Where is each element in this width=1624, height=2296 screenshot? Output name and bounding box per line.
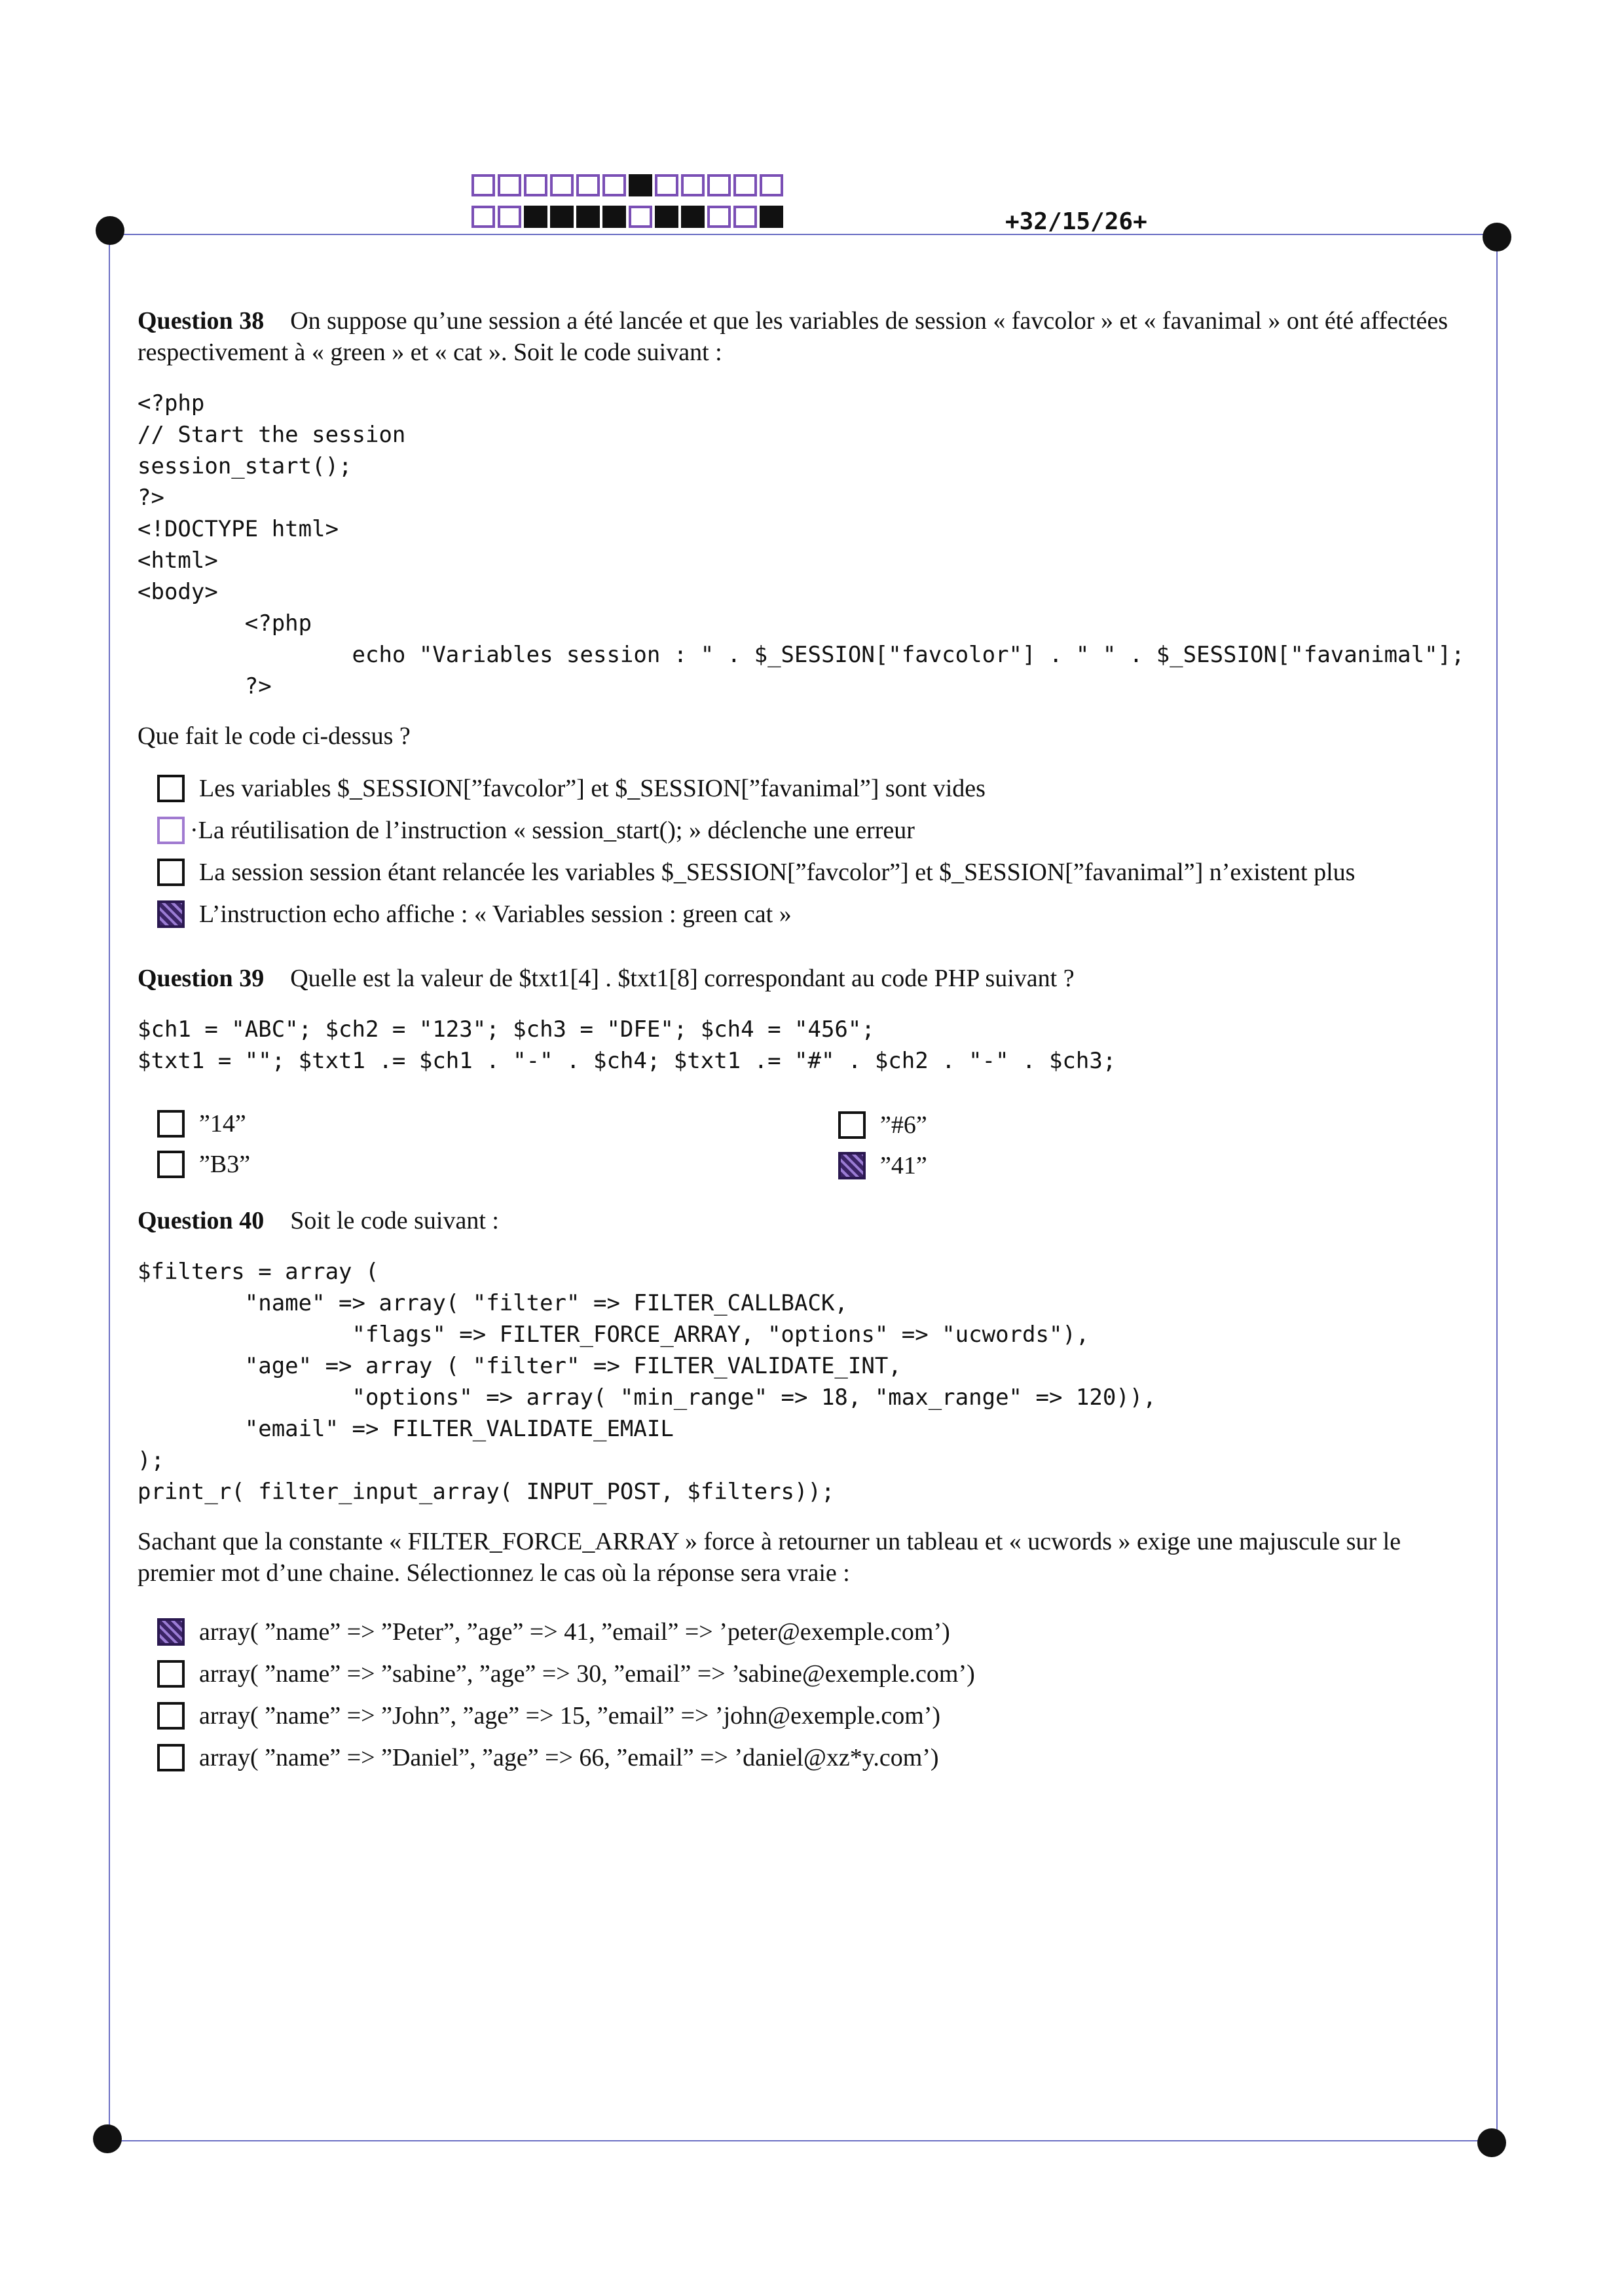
checkbox-checked[interactable] bbox=[157, 1618, 185, 1646]
question-40-code: $filters = array ( "name" => array( "filter" => FILTER_CALLBACK, "flags" => FILTER_FORCE_ARRAY, "options" => "ucwords"), "age" => array ( "filter" => FILTER_VALIDATE_INT, "options" => array( "min_range" => 18, "max_range" => 120)), "email" => FILTER_VALIDATE_EMAIL ); print_r( filter_input_array( INPUT_POST, $filters)); bbox=[138, 1259, 1156, 1505]
checkbox[interactable] bbox=[157, 775, 185, 802]
code-box-empty bbox=[760, 174, 783, 196]
question-40-number: Question 40 bbox=[138, 1207, 265, 1234]
option-label: ·La réutilisation de l’instruction « session_start(); » déclenche une erreur bbox=[190, 817, 915, 844]
code-box-empty bbox=[498, 174, 521, 196]
code-box-empty bbox=[655, 174, 678, 196]
code-box-empty bbox=[707, 174, 731, 196]
checkbox[interactable] bbox=[838, 1111, 866, 1139]
checkbox-checked[interactable] bbox=[157, 900, 185, 928]
question-39-option-2[interactable] bbox=[157, 1149, 250, 1180]
option-label: Les variables $_SESSION[”favcolor”] et $_SESSION[”favanimal”] sont vides bbox=[199, 775, 986, 802]
code-box-empty bbox=[524, 174, 547, 196]
corner-marker-top-left bbox=[96, 216, 124, 245]
checkbox[interactable] bbox=[157, 1110, 185, 1138]
code-box-empty bbox=[733, 174, 757, 196]
option-label: ”14” bbox=[199, 1110, 246, 1138]
question-38-text: On suppose qu’une session a été lancée et que les variables de session « favcolor » et « favanimal » ont été affectées respectivement à « green » et « cat ». Soit le code suivant : bbox=[138, 307, 1448, 366]
code-box-empty bbox=[471, 206, 495, 228]
code-box-empty bbox=[498, 206, 521, 228]
checkbox[interactable] bbox=[157, 1744, 185, 1771]
code-box-filled bbox=[629, 174, 652, 196]
code-box-empty bbox=[733, 206, 757, 228]
checkbox[interactable] bbox=[157, 859, 185, 886]
question-38-code: <?php // Start the session session_start(); ?> <!DOCTYPE html> <html> <body> <?php echo "Variables session : " . $_SESSION["favcolor"] . " " . $_SESSION["favanimal"]; ?> bbox=[138, 390, 1465, 699]
question-38-header bbox=[138, 305, 1486, 368]
question-38-option-3[interactable] bbox=[157, 857, 1355, 888]
question-39-option-3[interactable] bbox=[838, 1109, 927, 1141]
checkbox-checked[interactable] bbox=[838, 1152, 866, 1179]
question-39-option-4[interactable] bbox=[838, 1150, 927, 1181]
question-38 bbox=[138, 305, 1486, 752]
option-label: ”#6” bbox=[880, 1111, 927, 1139]
question-38-option-1[interactable] bbox=[157, 773, 986, 804]
question-38-option-2[interactable] bbox=[157, 815, 915, 846]
corner-marker-bottom-left bbox=[93, 2124, 122, 2153]
option-label: array( ”name” => ”John”, ”age” => 15, ”email” => ’john@exemple.com’) bbox=[199, 1702, 941, 1730]
question-40-text: Soit le code suivant : bbox=[290, 1207, 499, 1234]
checkbox[interactable] bbox=[157, 1151, 185, 1178]
code-box-empty bbox=[707, 206, 731, 228]
page-code-boxes-row1 bbox=[471, 174, 786, 196]
frame-right-line bbox=[1496, 234, 1498, 2140]
frame-left-line bbox=[109, 234, 110, 2140]
question-39-code: $ch1 = "ABC"; $ch2 = "123"; $ch3 = "DFE"; $ch4 = "456"; $txt1 = ""; $txt1 .= $ch1 . "-" . $ch4; $txt1 .= "#" . $ch2 . "-" . $ch3; bbox=[138, 1016, 1116, 1074]
code-box-empty bbox=[602, 174, 626, 196]
code-box-empty bbox=[550, 174, 574, 196]
corner-marker-bottom-right bbox=[1477, 2128, 1506, 2157]
checkbox[interactable] bbox=[157, 1702, 185, 1730]
corner-marker-top-right bbox=[1483, 223, 1511, 251]
question-38-option-4[interactable] bbox=[157, 898, 792, 930]
question-40-prompt: Sachant que la constante « FILTER_FORCE_ARRAY » force à retourner un tableau et « ucwords » exige une majuscule sur le premier mot d’une chaine. Sélectionnez le cas où la réponse sera vraie : bbox=[138, 1528, 1401, 1587]
page-identifier: +32/15/26+ bbox=[1005, 208, 1147, 235]
frame-bottom-line bbox=[105, 2140, 1497, 2141]
option-label: array( ”name” => ”sabine”, ”age” => 30, ”email” => ’sabine@exemple.com’) bbox=[199, 1660, 975, 1688]
question-40-option-2[interactable] bbox=[157, 1658, 975, 1690]
question-39-number: Question 39 bbox=[138, 965, 265, 992]
code-box-filled bbox=[550, 206, 574, 228]
checkbox[interactable] bbox=[157, 1660, 185, 1688]
code-box-empty bbox=[471, 174, 495, 196]
code-box-filled bbox=[602, 206, 626, 228]
question-39-text: Quelle est la valeur de $txt1[4] . $txt1[8] correspondant au code PHP suivant ? bbox=[290, 965, 1075, 992]
option-label: array( ”name” => ”Peter”, ”age” => 41, ”email” => ’peter@exemple.com’) bbox=[199, 1618, 950, 1646]
question-40 bbox=[138, 1205, 1486, 1589]
frame-top-line bbox=[110, 234, 1497, 235]
code-box-filled bbox=[524, 206, 547, 228]
code-box-empty bbox=[629, 206, 652, 228]
option-label: array( ”name” => ”Daniel”, ”age” => 66, ”email” => ’daniel@xz*y.com’) bbox=[199, 1744, 939, 1771]
code-box-filled bbox=[576, 206, 600, 228]
question-40-header bbox=[138, 1205, 1486, 1236]
question-40-option-1[interactable] bbox=[157, 1616, 950, 1648]
code-box-filled bbox=[760, 206, 783, 228]
code-box-filled bbox=[655, 206, 678, 228]
checkbox[interactable] bbox=[157, 817, 185, 844]
option-label: L’instruction echo affiche : « Variables session : green cat » bbox=[199, 900, 792, 928]
question-40-option-4[interactable] bbox=[157, 1742, 939, 1773]
question-39-header bbox=[138, 963, 1486, 994]
option-label: ”41” bbox=[880, 1152, 927, 1179]
option-label: La session session étant relancée les variables $_SESSION[”favcolor”] et $_SESSION[”favanimal”] n’existent plus bbox=[199, 859, 1356, 886]
code-box-empty bbox=[681, 174, 705, 196]
code-box-filled bbox=[681, 206, 705, 228]
option-label: ”B3” bbox=[199, 1151, 251, 1178]
code-box-empty bbox=[576, 174, 600, 196]
question-38-prompt: Que fait le code ci-dessus ? bbox=[138, 722, 411, 750]
page-code-boxes-row2 bbox=[471, 206, 786, 228]
question-39-option-1[interactable] bbox=[157, 1108, 246, 1139]
question-40-option-3[interactable] bbox=[157, 1700, 940, 1731]
question-39 bbox=[138, 963, 1486, 1077]
question-38-number: Question 38 bbox=[138, 307, 265, 335]
